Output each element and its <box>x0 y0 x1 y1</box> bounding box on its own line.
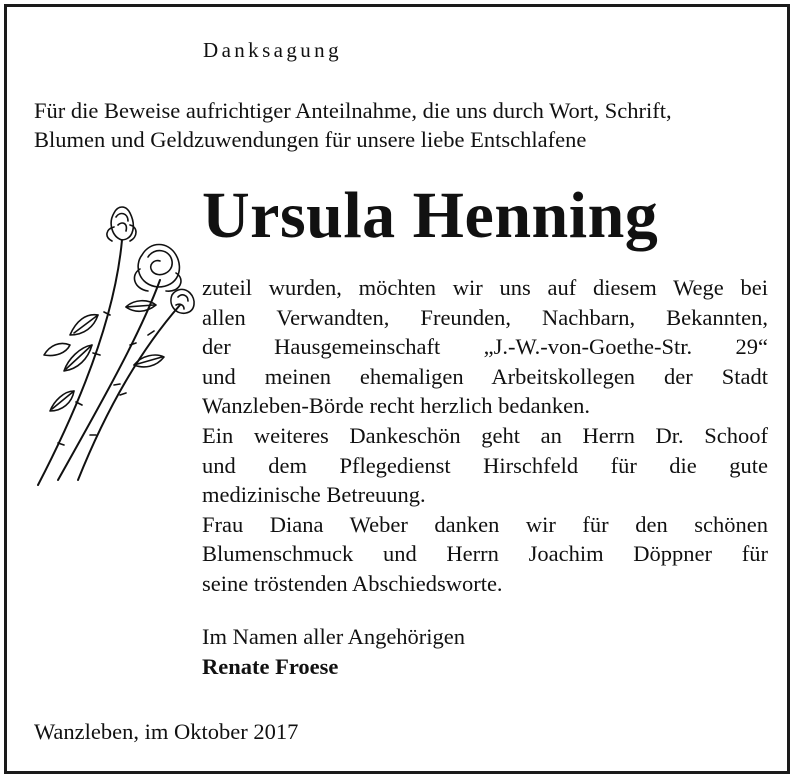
notice-heading: Danksagung <box>203 38 342 62</box>
signoff-line: Im Namen aller Angehörigen <box>202 624 466 649</box>
body-line: zuteil wurden, möchten wir uns auf diesem Wege bei <box>202 275 768 300</box>
deceased-name: Ursula Henning <box>202 179 659 252</box>
signoff <box>202 622 465 681</box>
roses-icon <box>30 195 200 495</box>
body-line: medizinische Betreuung. <box>202 482 426 508</box>
intro-line: Blumen und Geldzuwendungen für unsere liebe Entschlafene <box>34 127 587 152</box>
place-date: Wanzleben, im Oktober 2017 <box>34 719 299 744</box>
body-line: Blumenschmuck und Herrn Joachim Döppner für <box>202 541 768 567</box>
intro-line: Für die Beweise aufrichtiger Anteilnahme, die uns durch Wort, Schrift, <box>34 98 672 123</box>
signer-name: Renate Froese <box>202 653 339 679</box>
body-line: Ein weiteres Dankeschön geht an Herrn Dr. Schoof <box>202 422 768 448</box>
body-line: Wanzleben-Börde recht herzlich bedanken. <box>202 393 590 419</box>
intro-text <box>34 96 769 154</box>
thanks-body <box>202 273 768 599</box>
body-line: der Hausgemeinschaft „J.-W.-von-Goethe-Str. 29“ <box>202 334 768 360</box>
body-line: seine tröstenden Abschiedsworte. <box>202 570 503 596</box>
body-line: und meinen ehemaligen Arbeitskollegen der Stadt <box>202 363 768 389</box>
body-line: Frau Diana Weber danken wir für den schönen <box>202 511 768 537</box>
body-line: und dem Pflegedienst Hirschfeld für die gute <box>202 452 768 478</box>
body-line: allen Verwandten, Freunden, Nachbarn, Bekannten, <box>202 304 768 330</box>
